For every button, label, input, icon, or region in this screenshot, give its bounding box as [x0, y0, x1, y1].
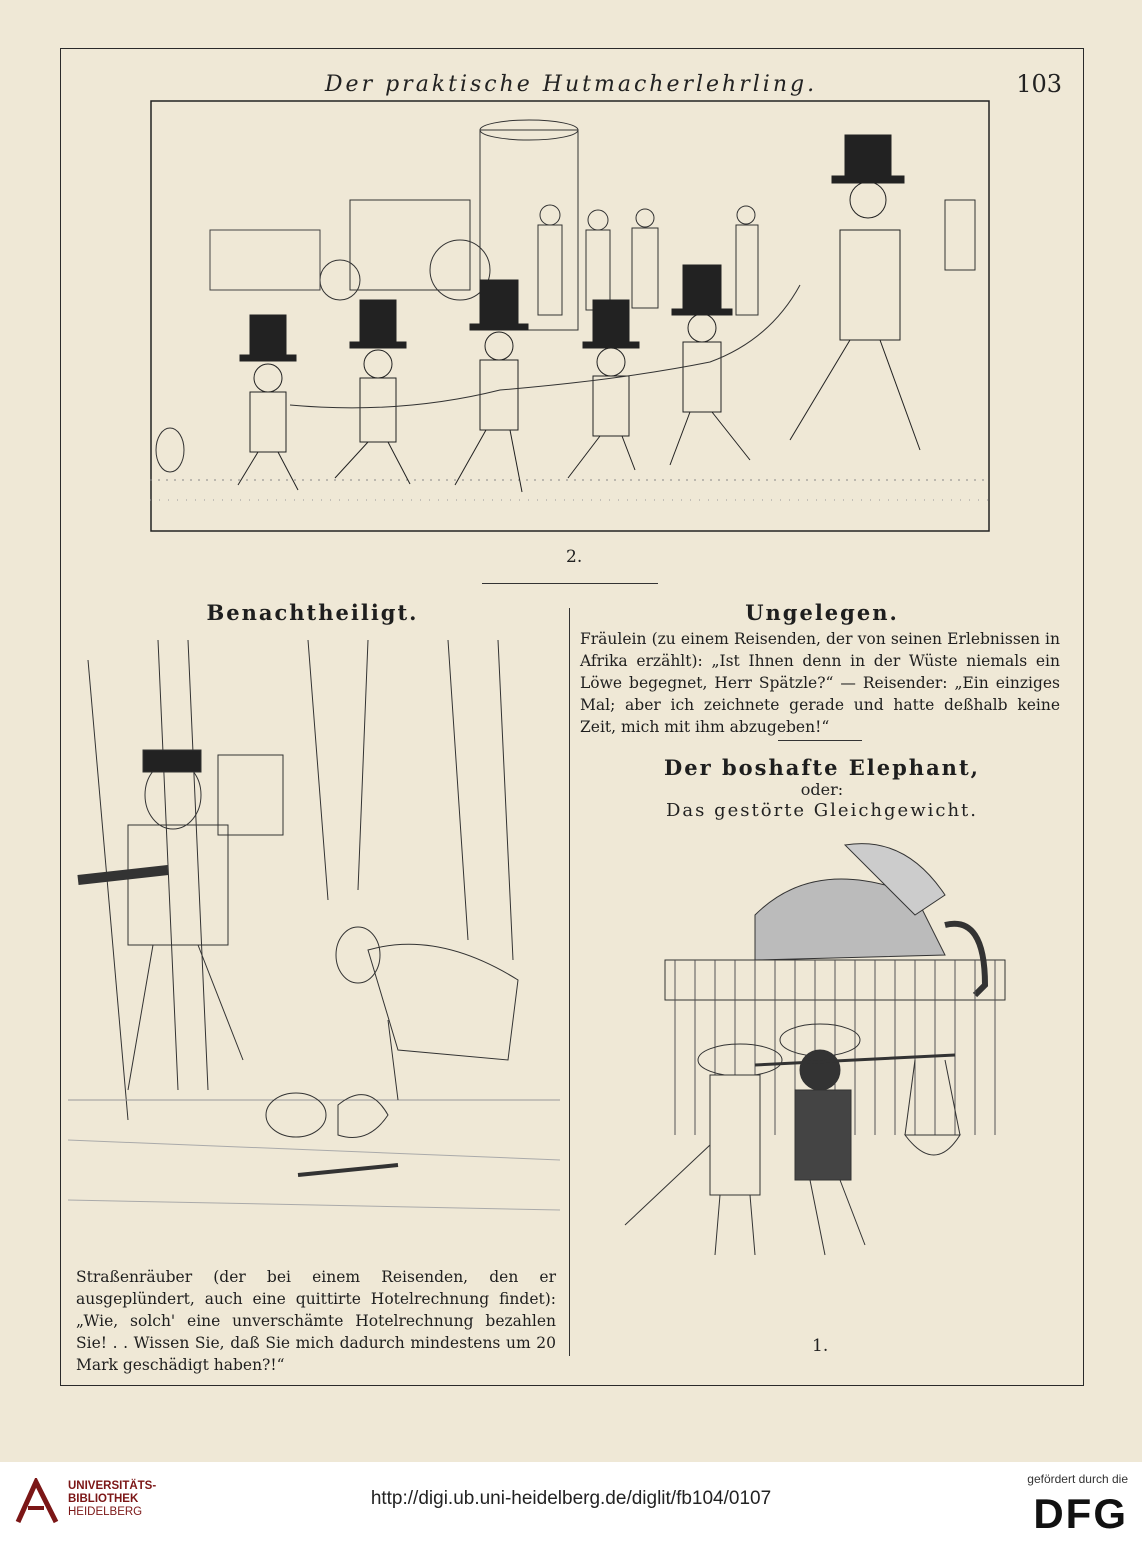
separator-rule — [482, 583, 658, 584]
footer-bar — [0, 1462, 1142, 1544]
hatmaker-illustration — [150, 100, 990, 532]
figure-number-top: 2. — [566, 547, 583, 567]
subtitle-gleichgewicht: Das gestörte Gleichgewicht. — [665, 800, 978, 821]
title-elephant: Der boshafte Elephant, — [664, 755, 980, 780]
robber-illustration — [68, 640, 560, 1260]
source-url[interactable]: http://digi.ub.uni-heidelberg.de/diglit/fb104/0107 — [370, 1488, 772, 1509]
library-line3: HEIDELBERG — [68, 1506, 143, 1518]
column-divider — [569, 608, 570, 1356]
page-number: 103 — [1016, 70, 1062, 98]
title-ungelegen: Ungelegen. — [745, 600, 899, 625]
funded-by-label: gefördert durch die — [1027, 1472, 1128, 1486]
title-benachtheiligt: Benachtheiligt. — [206, 600, 419, 625]
elephant-illustration — [615, 835, 1015, 1295]
figure-number-elephant: 1. — [812, 1336, 829, 1356]
library-line1: UNIVERSITÄTS- — [68, 1480, 157, 1492]
dfg-logo: DFG — [1033, 1490, 1128, 1537]
subtitle-oder: oder: — [800, 780, 844, 799]
ungelegen-text: Fräulein (zu einem Reisenden, der von seinen Erlebnissen in Afrika erzählt): „Ist Ihnen denn in der Wüste niemals ein Löwe begegnet, Herr Spätzle?“ — Reisender: „Ein einziges Mal; aber ich zeichnete gerade und hatte deßhalb keine Zeit, mich mit ihm abzugeben!“ — [580, 630, 1060, 736]
library-line2: BIBLIOTHEK — [68, 1493, 139, 1505]
short-rule — [778, 740, 862, 741]
running-head: Der praktische Hutmacherlehrling. — [324, 72, 818, 97]
robber-caption: Straßenräuber (der bei einem Reisenden, den er ausgeplündert, auch eine quittirte Hotelrechnung findet): „Wie, solch' eine unverschämte Hotelrechnung bezahlen Sie! . . Wissen Sie, daß Sie mich dadurch mindestens um 20 Mark geschädigt haben?!“ — [76, 1268, 556, 1374]
